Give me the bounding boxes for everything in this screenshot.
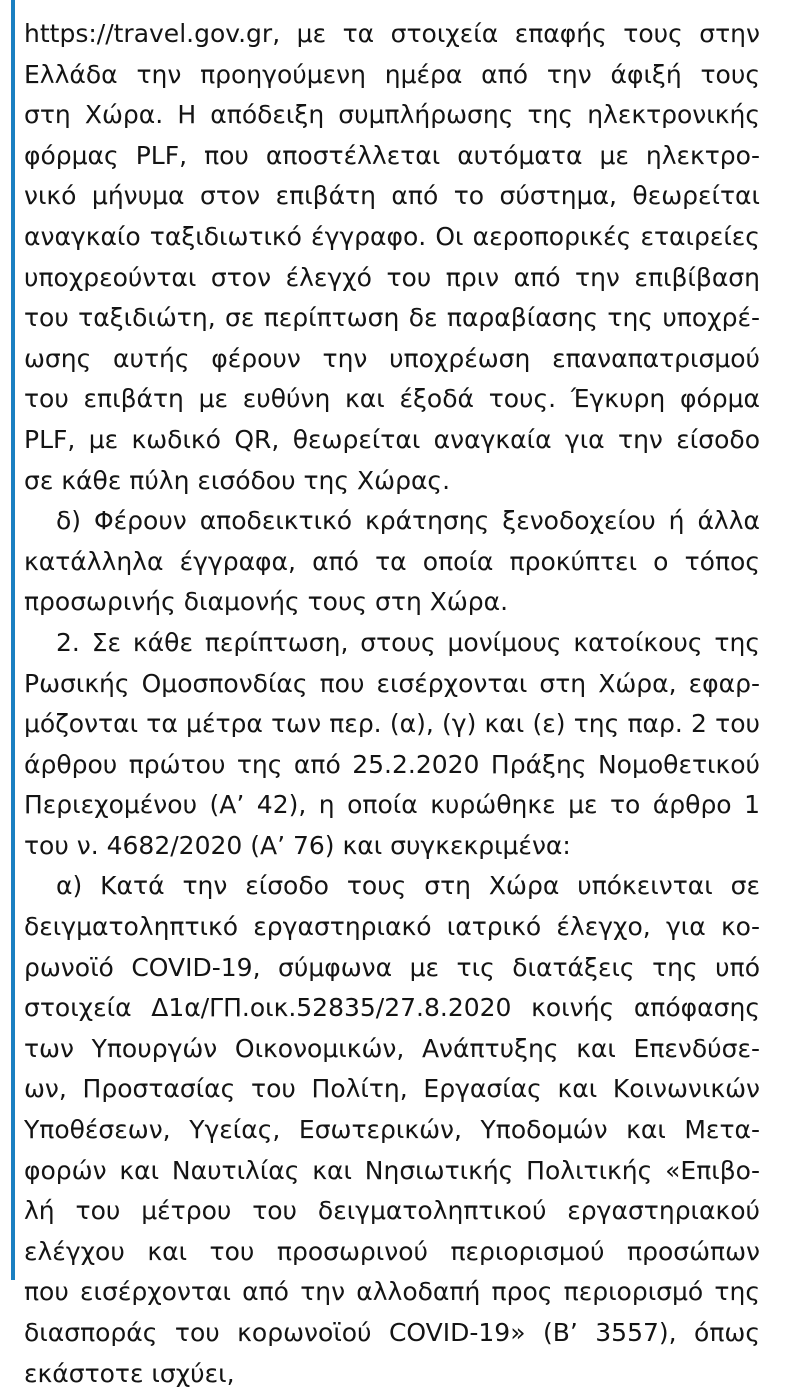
text-line: του ταξιδιώτη, σε περίπτωση δε παραβίασης της υποχρέ- bbox=[24, 303, 760, 333]
text-line: υποχρεούνται στον έλεγχό του πριν από την επιβίβαση bbox=[24, 262, 760, 292]
text-line: του ν. 4682/2020 (Α’ 76) και συγκεκριμένα: bbox=[24, 830, 571, 860]
text-line: στη Χώρα. Η απόδειξη συμπλήρωσης της ηλεκτρονικής bbox=[24, 100, 760, 130]
text-line: των Υπουργών Οικονομικών, Ανάπτυξης και Επενδύσε- bbox=[24, 1033, 760, 1063]
text-line: ωσης αυτής φέρουν την υποχρέωση επαναπατρισμού bbox=[24, 343, 760, 373]
text-line: Περιεχομένου (Α’ 42), η οποία κυρώθηκε με το άρθρο 1 bbox=[24, 790, 760, 820]
text-line: https://travel.gov.gr, με τα στοιχεία επαφής τους στην bbox=[24, 19, 760, 48]
text-line: του επιβάτη με ευθύνη και έξοδά τους. Έγκυρη φόρμα bbox=[24, 384, 760, 414]
left-margin-rule bbox=[11, 0, 15, 1280]
text-line: αναγκαίο ταξιδιωτικό έγγραφο. Οι αεροπορικές εταιρείες bbox=[24, 221, 760, 251]
text-line: Ελλάδα την προηγούμενη ημέρα από την άφιξή τους bbox=[24, 59, 760, 89]
paragraph-d-first-line: δ) Φέρουν αποδεικτικό κράτησης ξενοδοχείου ή άλλα bbox=[56, 506, 760, 536]
text-line: εκάστοτε ισχύει, bbox=[24, 1358, 235, 1388]
text-line: προσωρινής διαμονής τους στη Χώρα. bbox=[24, 587, 509, 617]
paragraph-a-first-line: α) Κατά την είσοδο τους στη Χώρα υπόκεινται σε bbox=[56, 871, 760, 901]
text-line: δειγματοληπτικό εργαστηριακό ιατρικό έλεγχο, για κο- bbox=[24, 912, 760, 942]
text-line: φορών και Ναυτιλίας και Νησιωτικής Πολιτικής «Επιβο- bbox=[24, 1155, 760, 1185]
text-line: PLF, με κωδικό QR, θεωρείται αναγκαία για την είσοδο bbox=[24, 424, 760, 454]
text-line: μόζονται τα μέτρα των περ. (α), (γ) και (ε) της παρ. 2 του bbox=[24, 709, 760, 739]
text-line: λή του μέτρου του δειγματοληπτικού εργαστηριακού bbox=[24, 1196, 760, 1226]
paragraph-2-first-line: 2. Σε κάθε περίπτωση, στους μονίμους κατοίκους της bbox=[56, 627, 760, 657]
text-line: ων, Προστασίας του Πολίτη, Εργασίας και Κοινωνικών bbox=[24, 1074, 760, 1104]
text-line: στοιχεία Δ1α/ΓΠ.οικ.52835/27.8.2020 κοινής απόφασης bbox=[24, 993, 760, 1023]
text-line: που εισέρχονται από την αλλοδαπή προς περιορισμό της bbox=[24, 1277, 760, 1307]
text-line: ελέγχου και του προσωρινού περιορισμού προσώπων bbox=[24, 1236, 760, 1266]
text-line: Υποθέσεων, Υγείας, Εσωτερικών, Υποδομών και Μετα- bbox=[24, 1115, 760, 1145]
text-line: διασποράς του κορωνοϊού COVID-19» (Β’ 3557), όπως bbox=[24, 1318, 760, 1347]
text-line: άρθρου πρώτου της από 25.2.2020 Πράξης Νομοθετικού bbox=[24, 749, 760, 779]
text-line: Ρωσικής Ομοσπονδίας που εισέρχονται στη Χώρα, εφαρ- bbox=[24, 668, 760, 698]
text-line: ρωνοϊό COVID-19, σύμφωνα με τις διατάξεις της υπό bbox=[24, 952, 760, 982]
text-line: φόρμας PLF, που αποστέλλεται αυτόματα με ηλεκτρο- bbox=[24, 140, 760, 170]
document-page bbox=[24, 14, 760, 1394]
text-line: κατάλληλα έγγραφα, από τα οποία προκύπτει ο τόπος bbox=[24, 546, 760, 576]
text-line: σε κάθε πύλη εισόδου της Χώρας. bbox=[24, 465, 451, 495]
text-line: νικό μήνυμα στον επιβάτη από το σύστημα, θεωρείται bbox=[24, 181, 760, 211]
